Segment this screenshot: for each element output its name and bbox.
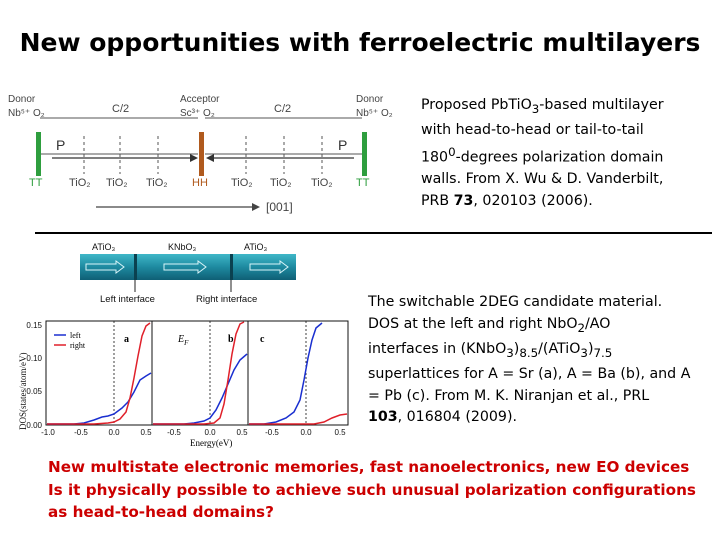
svg-text:0.0: 0.0 — [204, 428, 216, 437]
highlight-line-1: New multistate electronic memories, fast nanoelectronics, new EO devices — [48, 458, 690, 476]
fermi-level-label: $E_F$ — [178, 334, 189, 347]
donor-right-label: Donor — [356, 94, 384, 105]
legend-left: left — [70, 331, 81, 340]
svg-text:-0.5: -0.5 — [74, 428, 88, 437]
svg-text:0.0: 0.0 — [108, 428, 120, 437]
donor-left-label: Donor — [8, 94, 36, 105]
section-divider — [35, 232, 712, 234]
svg-text:0.15: 0.15 — [26, 321, 42, 330]
highlight-line-2: Is it physically possible to achieve such unusual polarization configurations — [48, 480, 696, 499]
polarization-left-arrowhead — [206, 154, 214, 162]
svg-text:0.10: 0.10 — [26, 354, 42, 363]
caption-multilayer: Proposed PbTiO$_3$-based multilayer with head-to-head or tail-to-tail $180^0$-degrees polarization domain walls. From X. Wu & D. Vanderbilt, PRB 73, 020103 (2006). — [421, 97, 664, 209]
layer-labels — [29, 177, 370, 189]
dos-b-left-curve — [153, 354, 247, 424]
polarization-right-arrowhead — [190, 154, 198, 162]
svg-text:TiO₂: TiO₂ — [69, 177, 91, 189]
tt-right-wall — [362, 132, 367, 176]
highlight-text — [48, 456, 708, 524]
right-interface-label: Right interface — [196, 294, 258, 305]
layer-label-1: ATiO₃ — [92, 242, 116, 252]
svg-text:0.5: 0.5 — [334, 428, 346, 437]
acceptor-label: Acceptor — [180, 94, 220, 105]
svg-text:0.0: 0.0 — [300, 428, 312, 437]
donor-right-formula: Nb⁵⁺ O₂ — [356, 108, 393, 119]
dos-plots — [14, 318, 360, 438]
dos-x-axis-label: Energy(eV) — [190, 438, 233, 448]
slide-title: New opportunities with ferroelectric multilayers — [19, 28, 701, 57]
panel-b-label: b — [228, 334, 234, 345]
half-cell-right-label: C/2 — [274, 103, 292, 115]
svg-text:TT: TT — [356, 177, 370, 189]
polarization-left-label: P — [56, 137, 66, 153]
dos-y-axis-label: DOS(states/atom/eV) — [18, 352, 28, 430]
dos-c-right-curve — [249, 414, 347, 424]
multilayer-schematic — [0, 88, 420, 220]
superlattice-schematic — [78, 240, 302, 308]
layer-label-3: ATiO₃ — [244, 242, 268, 252]
direction-arrowhead — [252, 203, 260, 211]
left-interface-label: Left interface — [100, 294, 155, 305]
donor-left-formula: Nb⁵⁺ O₂ — [8, 108, 45, 119]
svg-text:-0.5: -0.5 — [167, 428, 181, 437]
dos-a-right-curve — [47, 323, 150, 424]
superlattice-bar — [80, 254, 296, 280]
svg-text:0.5: 0.5 — [140, 428, 152, 437]
svg-text:-1.0: -1.0 — [41, 428, 55, 437]
svg-text:0.05: 0.05 — [26, 387, 42, 396]
highlight-line-3: as head-to-head domains? — [48, 503, 274, 521]
hh-wall — [199, 132, 204, 176]
svg-text:HH: HH — [192, 177, 208, 189]
panel-a-label: a — [124, 334, 129, 345]
half-cell-left-label: C/2 — [112, 103, 130, 115]
svg-text:TiO₂: TiO₂ — [270, 177, 292, 189]
direction-label: [001] — [266, 200, 293, 214]
dos-panel-b — [152, 321, 248, 425]
tt-left-wall — [36, 132, 41, 176]
legend-right: right — [70, 341, 86, 350]
caption-2deg: The switchable 2DEG candidate material. DOS at the left and right NbO$_2$/AO interfaces in $(KNbO_3)_{8.5}/(ATiO_3)_{7.5}$ superlattices for A = Sr (a), A = Ba (b), and A = Pb (c). From M. K. Niranjan et al., PRL 103, 016804 (2009). — [368, 294, 691, 426]
dos-panel-a — [46, 321, 152, 425]
svg-text:TT: TT — [29, 177, 43, 189]
svg-text:0.5: 0.5 — [236, 428, 248, 437]
panel-c-label: c — [260, 334, 265, 345]
layer-label-2: KNbO₃ — [168, 242, 197, 252]
svg-text:TiO₂: TiO₂ — [311, 177, 333, 189]
svg-text:0.00: 0.00 — [26, 421, 42, 430]
svg-text:-0.5: -0.5 — [265, 428, 279, 437]
dos-a-left-curve — [47, 373, 151, 424]
svg-text:TiO₂: TiO₂ — [231, 177, 253, 189]
svg-text:TiO₂: TiO₂ — [106, 177, 128, 189]
polarization-right-label: P — [338, 137, 348, 153]
acceptor-formula: Sc³⁺ O₂ — [180, 108, 215, 119]
svg-text:TiO₂: TiO₂ — [146, 177, 168, 189]
